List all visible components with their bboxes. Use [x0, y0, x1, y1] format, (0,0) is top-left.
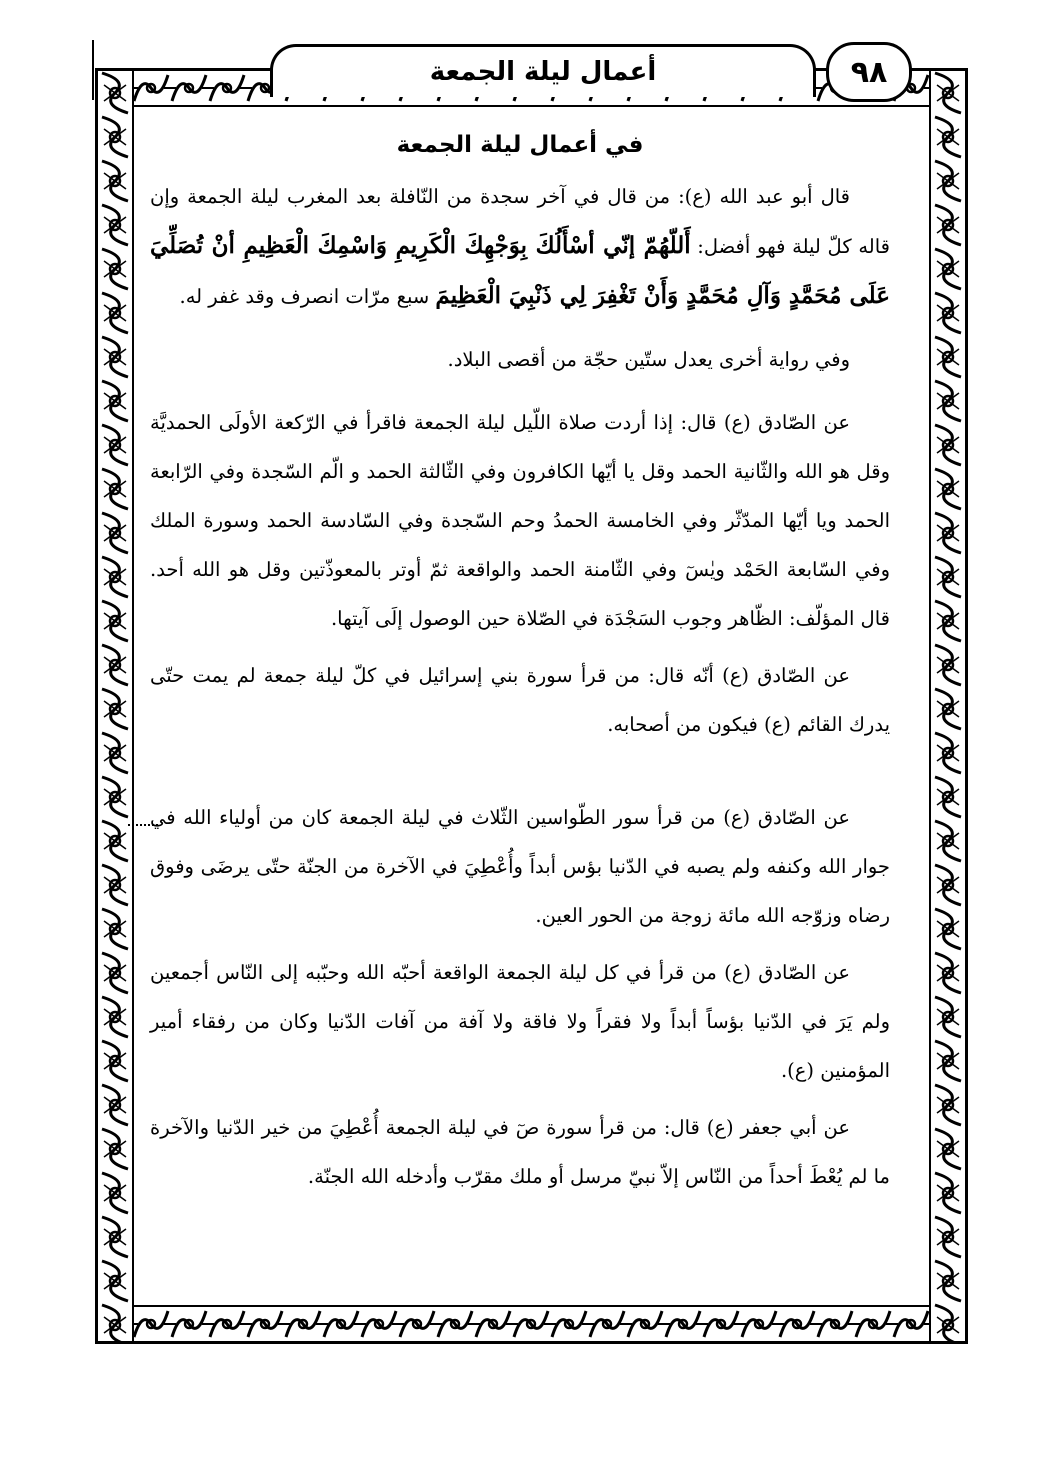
section-title: في أعمال ليلة الجمعة [396, 132, 644, 158]
page-number-badge [826, 42, 912, 102]
paragraph-1 [150, 172, 890, 321]
ornament-right-pattern [931, 71, 965, 1341]
ornament-left-pattern [98, 71, 132, 1341]
frame-border-right [929, 71, 965, 1341]
paragraph-2: وفي رواية أخرى يعدل ستّين حجّة من أقصى البلاد. [447, 348, 850, 371]
paragraph-7: عن أبي جعفر (ع) قال: من قرأ سورة صٓ في ليلة الجمعة أُعْطِيَ من خير الدّنيا والآخرة ما لم يُعْطَ أحداً من النّاس إلاّ نبيّ مرسل أو ملك مقرّب وأدخله الله الجنّة. [150, 1116, 890, 1188]
paragraph-5: عن الصّادق (ع) من قرأ سور الطّواسين الثّلاث في ليلة الجمعة كان من أولياء الله في جوار الله وكنفه ولم يصبه في الدّنيا بؤس أبداً وأُعْطِيَ في الآخرة من الجنّة حتّى يرضَى وفوق رضاه وزوّجه الله مائة زوجة من الحور العين. [150, 806, 890, 927]
paragraph-1-lead: قال أبو عبد الله (ع): من قال في آخر سجدة من النّافلة بعد المغرب ليلة الجمعة وإن قاله كلّ ليلة فهو أفضل: [150, 185, 890, 258]
margin-line [92, 40, 94, 100]
paragraph-6: عن الصّادق (ع) من قرأ في كل ليلة الجمعة الواقعة أحبّه الله وحبّبه إلى النّاس أجمعين ولم يَرَ في الدّنيا بؤساً أبداً ولا فقراً ولا فاقة ولا آفة من آفات الدّنيا وكان من رفقاء أمير المؤمنين (ع). [150, 961, 890, 1082]
frame-border-left [98, 71, 134, 1341]
page-number: ٩٨ [850, 54, 888, 90]
paragraph-4: عن الصّادق (ع) أنّه قال: من قرأ سورة بني إسرائيل في كلّ ليلة جمعة لم يمت حتّى يدرك القائم (ع) فيكون من أصحابه. [150, 664, 890, 736]
page-content [150, 122, 890, 1209]
ornament-bottom-pattern [132, 1307, 931, 1341]
running-header-title: أعمال ليلة الجمعة [429, 57, 657, 87]
paragraph-1-dua: أَللّهُمّ إنّي أسْأَلُكَ بِوَجْهِكَ الْكَرِيمِ وَاسْمِكَ الْعَظِيمِ أنْ تُصَلِّيَ عَلَى مُحَمَّدٍ وَآلِ مُحَمَّدٍ وَأَنْ تَغْفِرَ لِي ذَنْبِيَ الْعَظِيمَ [150, 232, 890, 309]
running-header [270, 44, 816, 97]
paragraph-3: عن الصّادق (ع) قال: إذا أردت صلاة اللّيل ليلة الجمعة فاقرأ في الرّكعة الأولَى الحمديَّة وقل هو الله والثّانية الحمد وقل يا أيّها الكافرون وفي الثّالثة الحمد و الّم السّجدة وفي الرّابعة الحمد ويا أيّها المدّثّر وفي الخامسة الحمدُ وحم السّجدة وفي السّادسة الحمد وسورة الملك وفي السّابعة الحَمْد ويٰسٓ وفي الثّامنة الحمد والواقعة ثمّ أوتر بالمعوذّتين وقل هو الله أحد. قال المؤلّف: الظّاهر وجوب السَجْدَة في الصّلاة حين الوصول إلَى آيتها. [150, 411, 890, 630]
frame-border-bottom [132, 1305, 931, 1341]
paragraph-1-tail: سبع مرّات انصرف وقد غفر له. [179, 285, 436, 308]
